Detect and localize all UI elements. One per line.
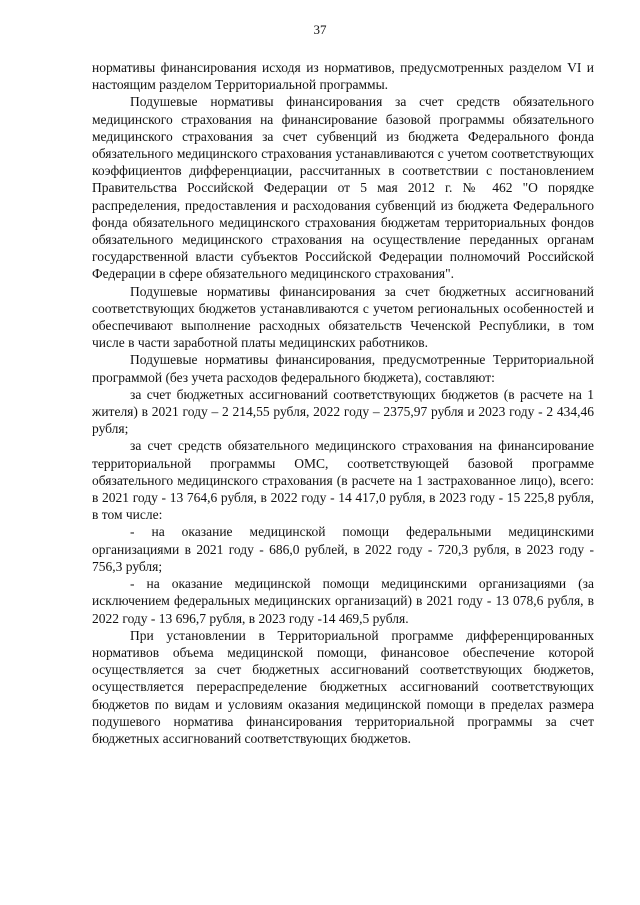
paragraph: Подушевые нормативы финансирования за счет бюджетных ассигнований соответствующих бюджетов устанавливаются с учетом региональных особенностей и обеспечивают выполнение расходных обязательств Чеченской Республики, в том числе в части заработной платы медицинских работников. [92,283,594,351]
document-body [92,59,594,747]
page-number: 37 [313,22,327,37]
paragraph: - на оказание медицинской помощи федеральными медицинскими организациями в 2021 году - 686,0 рублей, в 2022 году - 720,3 рубля, в 2023 году - 756,3 рубля; [92,524,594,574]
paragraph: Подушевые нормативы финансирования, предусмотренные Территориальной программой (без учета расходов федерального бюджета), составляют: [92,352,594,385]
paragraph: - на оказание медицинской помощи медицинскими организациями (за исключением федеральных медицинских организаций) в 2021 году - 13 078,6 рубля, в 2022 году - 13 696,7 рубля, в 2023 году -14 469,5 рубля. [92,576,594,626]
paragraph: за счет бюджетных ассигнований соответствующих бюджетов (в расчете на 1 жителя) в 2021 году – 2 214,55 рубля, 2022 году – 2375,97 рубля и 2023 году - 2 434,46 рубля; [92,386,594,437]
paragraph: нормативы финансирования исходя из нормативов, предусмотренных разделом VI и настоящим разделом Территориальной программы. [92,60,594,93]
paragraph: При установлении в Территориальной программе дифференцированных нормативов объема медицинской помощи, финансовое обеспечение которой осуществляется за счет бюджетных ассигнований соответствующих бюджетов, осуществляется перераспределение бюджетных ассигнований соответствующих бюджетов по видам и условиям оказания медицинской помощи в пределах размера подушевого норматива финансирования территориальной программы за счет бюджетных ассигнований соответствующих бюджетов. [92,627,594,746]
paragraph: за счет средств обязательного медицинского страхования на финансирование территориальной программы ОМС, соответствующей базовой программе обязательного медицинского страхования (в расчете на 1 застрахованное лицо), всего: в 2021 году - 13 764,6 рубля, в 2022 году - 14 417,0 рубля, в 2023 году - 15 225,8 рубля, в том числе: [92,438,594,523]
paragraph: Подушевые нормативы финансирования за счет средств обязательного медицинского страхования на финансирование базовой программы обязательного медицинского страхования за счет субвенций из бюджета Федерального фонда обязательного медицинского страхования устанавливаются с учетом соответствующих коэффициентов дифференциации, рассчитанных в соответствии с постановлением Правительства Российской Федерации от 5 мая 2012 г. № 462 "О порядке распределения, предоставления и расходования субвенций из бюджета Федерального фонда обязательного медицинского страхования бюджетам территориальных фондов обязательного медицинского страхования на осуществление переданных органам государственной власти субъектов Российской Федерации полномочий Российской Федерации в сфере обязательного медицинского страхования". [92,94,594,282]
